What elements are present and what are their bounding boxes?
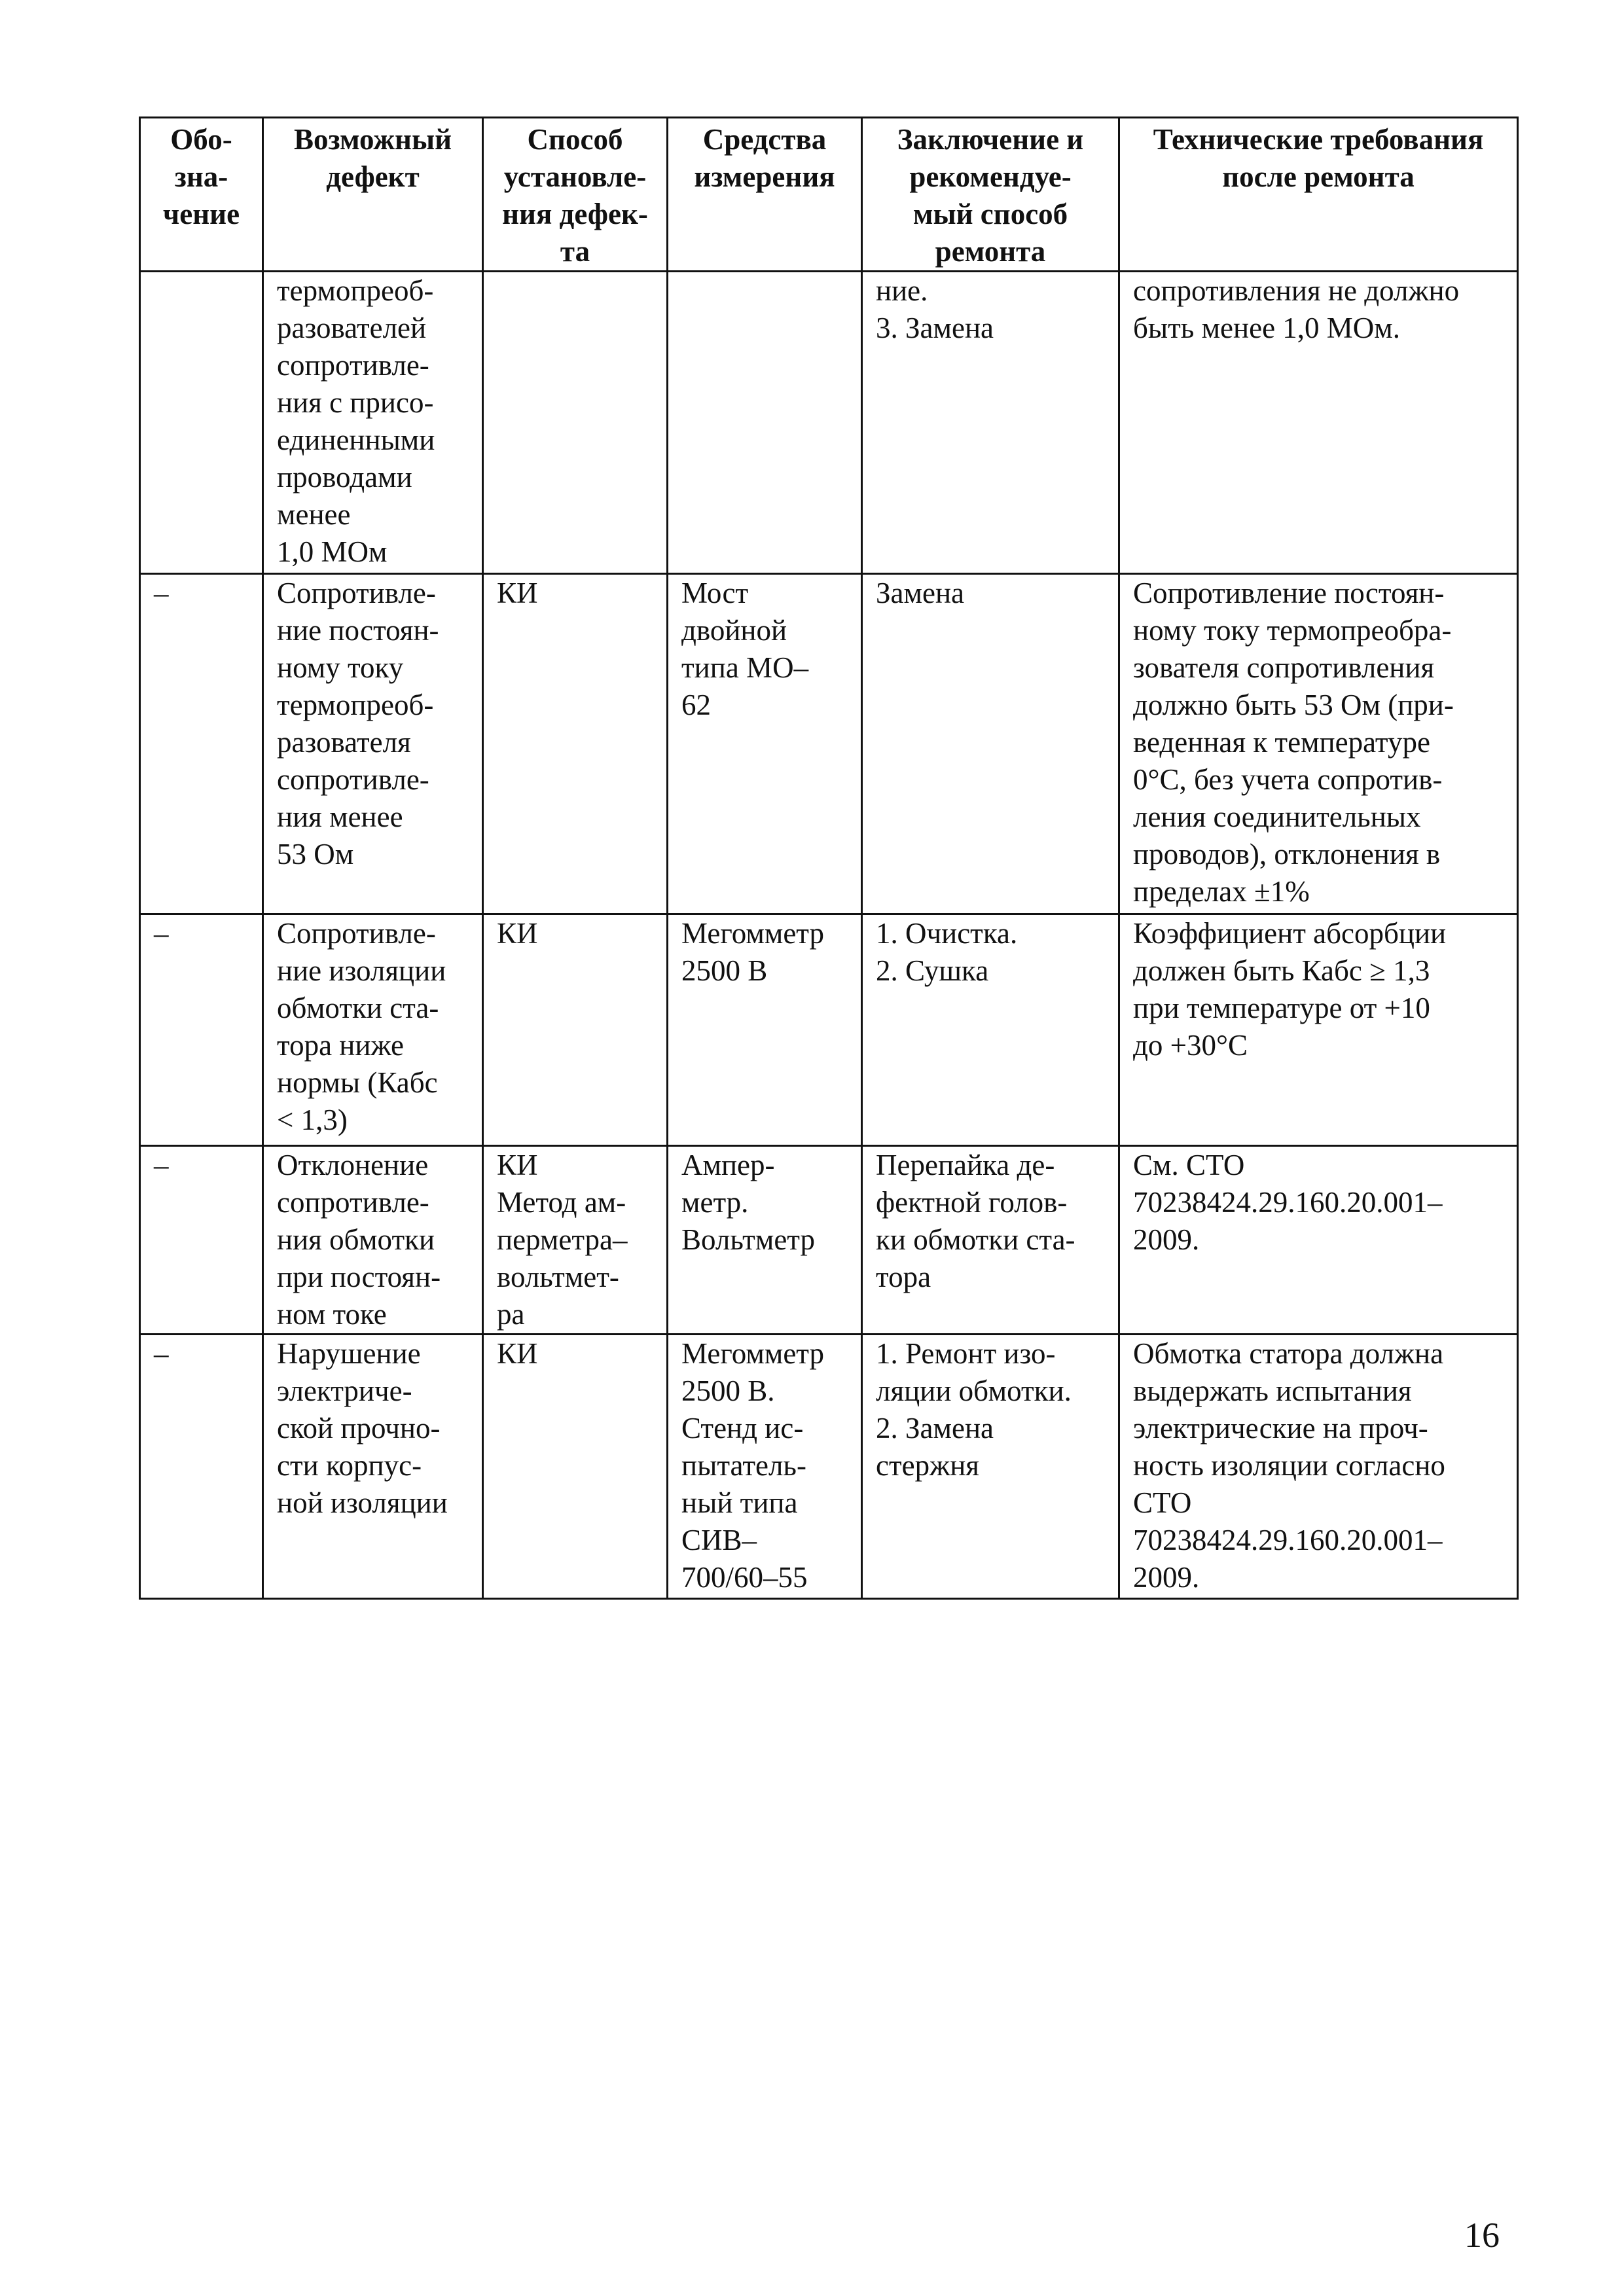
cell-defect: [263, 272, 483, 574]
cell-line: < 1,3): [277, 1103, 348, 1136]
cell-line: зователя сопротивления: [1133, 651, 1435, 684]
cell-line: КИ: [497, 1149, 538, 1181]
header-conclusion-repair: [862, 118, 1119, 272]
cell-line: тора ниже: [277, 1029, 404, 1062]
cell-line: после ремонта: [1222, 160, 1415, 193]
cell-line: ному току: [277, 651, 404, 684]
cell-line: ляции обмотки.: [876, 1374, 1072, 1407]
cell-line: КИ: [497, 917, 538, 950]
cell-line: 1. Ремонт изо-: [876, 1337, 1056, 1370]
cell-line: 2009.: [1133, 1561, 1200, 1594]
cell-defect: [263, 914, 483, 1146]
cell-line: –: [154, 1337, 169, 1370]
cell-line: Сопротивле-: [277, 577, 436, 609]
cell-line: ления соединительных: [1133, 800, 1421, 833]
cell-line: Обмотка статора должна: [1133, 1337, 1444, 1370]
cell-line: нормы (Кабс: [277, 1066, 438, 1099]
cell-line: 2. Сушка: [876, 954, 989, 987]
cell-repair: [862, 574, 1119, 914]
table-row: [140, 574, 1518, 914]
cell-line: ки обмотки ста-: [876, 1223, 1075, 1256]
cell-line: сопротивле-: [277, 763, 429, 796]
cell-requirements: [1119, 574, 1518, 914]
cell-line: ния обмотки: [277, 1223, 435, 1256]
cell-line: Способ: [527, 123, 623, 156]
cell-tools: [668, 272, 862, 574]
cell-line: дефект: [326, 160, 420, 193]
cell-line: типа МО–: [681, 651, 809, 684]
cell-line: стержня: [876, 1449, 979, 1482]
cell-line: Вольтметр: [681, 1223, 816, 1256]
cell-line: 70238424.29.160.20.001–: [1133, 1524, 1443, 1556]
cell-line: КИ: [497, 1337, 538, 1370]
cell-line: Мост: [681, 577, 749, 609]
cell-line: Возможный: [293, 123, 452, 156]
cell-line: ный типа: [681, 1486, 798, 1519]
cell-line: ние.: [876, 274, 928, 307]
cell-line: ния менее: [277, 800, 403, 833]
cell-line: термопреоб-: [277, 689, 434, 721]
cell-line: метр.: [681, 1186, 749, 1219]
cell-line: Перепайка де-: [876, 1149, 1055, 1181]
cell-line: 2500 В: [681, 954, 768, 987]
cell-line: Средства: [702, 123, 827, 156]
cell-requirements: [1119, 1146, 1518, 1335]
table-row: [140, 1146, 1518, 1335]
cell-line: при постоян-: [277, 1261, 441, 1293]
cell-line: –: [154, 917, 169, 950]
cell-line: ние изоляции: [277, 954, 446, 987]
cell-line: –: [154, 1149, 169, 1181]
cell-line: 2009.: [1133, 1223, 1200, 1256]
cell-designation: [140, 1335, 263, 1599]
cell-line: Отклонение: [277, 1149, 429, 1181]
cell-tools: [668, 574, 862, 914]
cell-line: до +30°С: [1133, 1029, 1248, 1062]
cell-line: быть менее 1,0 МОм.: [1133, 312, 1401, 344]
cell-line: единенными: [277, 423, 435, 456]
cell-line: ния дефек-: [502, 198, 648, 230]
cell-method: [483, 1146, 668, 1335]
cell-line: 2. Замена: [876, 1412, 994, 1444]
cell-designation: [140, 272, 263, 574]
cell-line: рекомендуе-: [909, 160, 1072, 193]
cell-line: Обо-: [170, 123, 232, 156]
defects-table: [139, 117, 1519, 1600]
cell-line: установле-: [503, 160, 647, 193]
cell-method: [483, 914, 668, 1146]
cell-line: ность изоляции согласно: [1133, 1449, 1445, 1482]
cell-line: перметра–: [497, 1223, 628, 1256]
cell-line: См. СТО: [1133, 1149, 1245, 1181]
cell-line: фектной голов-: [876, 1186, 1068, 1219]
cell-line: проводов), отклонения в: [1133, 838, 1441, 870]
cell-line: обмотки ста-: [277, 992, 439, 1024]
cell-tools: [668, 1146, 862, 1335]
cell-line: Замена: [876, 577, 965, 609]
cell-line: менее: [277, 498, 351, 531]
cell-line: та: [560, 235, 590, 268]
cell-method: [483, 272, 668, 574]
cell-line: измерения: [694, 160, 835, 193]
cell-repair: [862, 914, 1119, 1146]
cell-line: разователей: [277, 312, 427, 344]
cell-line: двойной: [681, 614, 787, 647]
table-row: [140, 272, 1518, 574]
cell-line: тора: [876, 1261, 931, 1293]
cell-designation: [140, 914, 263, 1146]
cell-line: КИ: [497, 577, 538, 609]
cell-line: Коэффициент абсорбции: [1133, 917, 1447, 950]
cell-line: ской прочно-: [277, 1412, 441, 1444]
cell-line: проводами: [277, 461, 412, 493]
cell-designation: [140, 574, 263, 914]
cell-repair: [862, 1146, 1119, 1335]
cell-line: веденная к температуре: [1133, 726, 1430, 759]
cell-line: чение: [162, 198, 240, 230]
cell-line: ра: [497, 1298, 525, 1331]
header-detection-method: [483, 118, 668, 272]
cell-line: 0°С, без учета сопротив-: [1133, 763, 1443, 796]
cell-line: электрические на проч-: [1133, 1412, 1428, 1444]
cell-line: ремонта: [935, 235, 1046, 268]
cell-line: Сопротивление постоян-: [1133, 577, 1445, 609]
cell-repair: [862, 272, 1119, 574]
cell-line: выдержать испытания: [1133, 1374, 1412, 1407]
cell-line: –: [154, 577, 169, 609]
cell-line: Нарушение: [277, 1337, 421, 1370]
cell-line: ному току термопреобра-: [1133, 614, 1452, 647]
cell-line: вольтмет-: [497, 1261, 619, 1293]
cell-line: Метод ам-: [497, 1186, 626, 1219]
page-number: 16: [1464, 2215, 1500, 2255]
cell-line: сопротивления не должно: [1133, 274, 1460, 307]
cell-line: сопротивле-: [277, 349, 429, 382]
table-row: [140, 914, 1518, 1146]
cell-line: Мегомметр: [681, 1337, 825, 1370]
cell-line: СИВ–: [681, 1524, 757, 1556]
cell-line: должно быть 53 Ом (при-: [1133, 689, 1454, 721]
header-designation: [140, 118, 263, 272]
cell-line: Сопротивле-: [277, 917, 436, 950]
cell-defect: [263, 1335, 483, 1599]
cell-method: [483, 574, 668, 914]
table-header-row: [140, 118, 1518, 272]
cell-line: Стенд ис-: [681, 1412, 804, 1444]
cell-line: 1. Очистка.: [876, 917, 1018, 950]
cell-line: электриче-: [277, 1374, 412, 1407]
cell-line: Технические требования: [1153, 123, 1484, 156]
header-measuring-tools: [668, 118, 862, 272]
cell-line: сти корпус-: [277, 1449, 422, 1482]
cell-line: Ампер-: [681, 1149, 775, 1181]
cell-line: пытатель-: [681, 1449, 806, 1482]
cell-tools: [668, 1335, 862, 1599]
cell-line: Мегомметр: [681, 917, 825, 950]
cell-line: 2500 В.: [681, 1374, 775, 1407]
cell-requirements: [1119, 1335, 1518, 1599]
cell-line: 700/60–55: [681, 1561, 808, 1594]
cell-tools: [668, 914, 862, 1146]
table-row: [140, 1335, 1518, 1599]
cell-line: пределах ±1%: [1133, 875, 1310, 908]
cell-line: ном токе: [277, 1298, 387, 1331]
cell-method: [483, 1335, 668, 1599]
cell-line: 62: [681, 689, 711, 721]
cell-line: должен быть Кабс ≥ 1,3: [1133, 954, 1430, 987]
cell-line: ния с присо-: [277, 386, 434, 419]
cell-defect: [263, 1146, 483, 1335]
cell-repair: [862, 1335, 1119, 1599]
cell-line: ние постоян-: [277, 614, 439, 647]
cell-designation: [140, 1146, 263, 1335]
cell-line: 1,0 МОм: [277, 535, 388, 568]
cell-defect: [263, 574, 483, 914]
cell-requirements: [1119, 272, 1518, 574]
header-technical-requirements: [1119, 118, 1518, 272]
cell-line: мый способ: [912, 198, 1068, 230]
cell-line: термопреоб-: [277, 274, 434, 307]
cell-line: СТО: [1133, 1486, 1192, 1519]
cell-line: Заключение и: [897, 123, 1084, 156]
cell-line: 70238424.29.160.20.001–: [1133, 1186, 1443, 1219]
cell-line: разователя: [277, 726, 411, 759]
cell-line: ной изоляции: [277, 1486, 448, 1519]
header-possible-defect: [263, 118, 483, 272]
cell-line: зна-: [174, 160, 228, 193]
cell-line: сопротивле-: [277, 1186, 429, 1219]
cell-line: при температуре от +10: [1133, 992, 1430, 1024]
cell-requirements: [1119, 914, 1518, 1146]
cell-line: 3. Замена: [876, 312, 994, 344]
cell-line: 53 Ом: [277, 838, 354, 870]
